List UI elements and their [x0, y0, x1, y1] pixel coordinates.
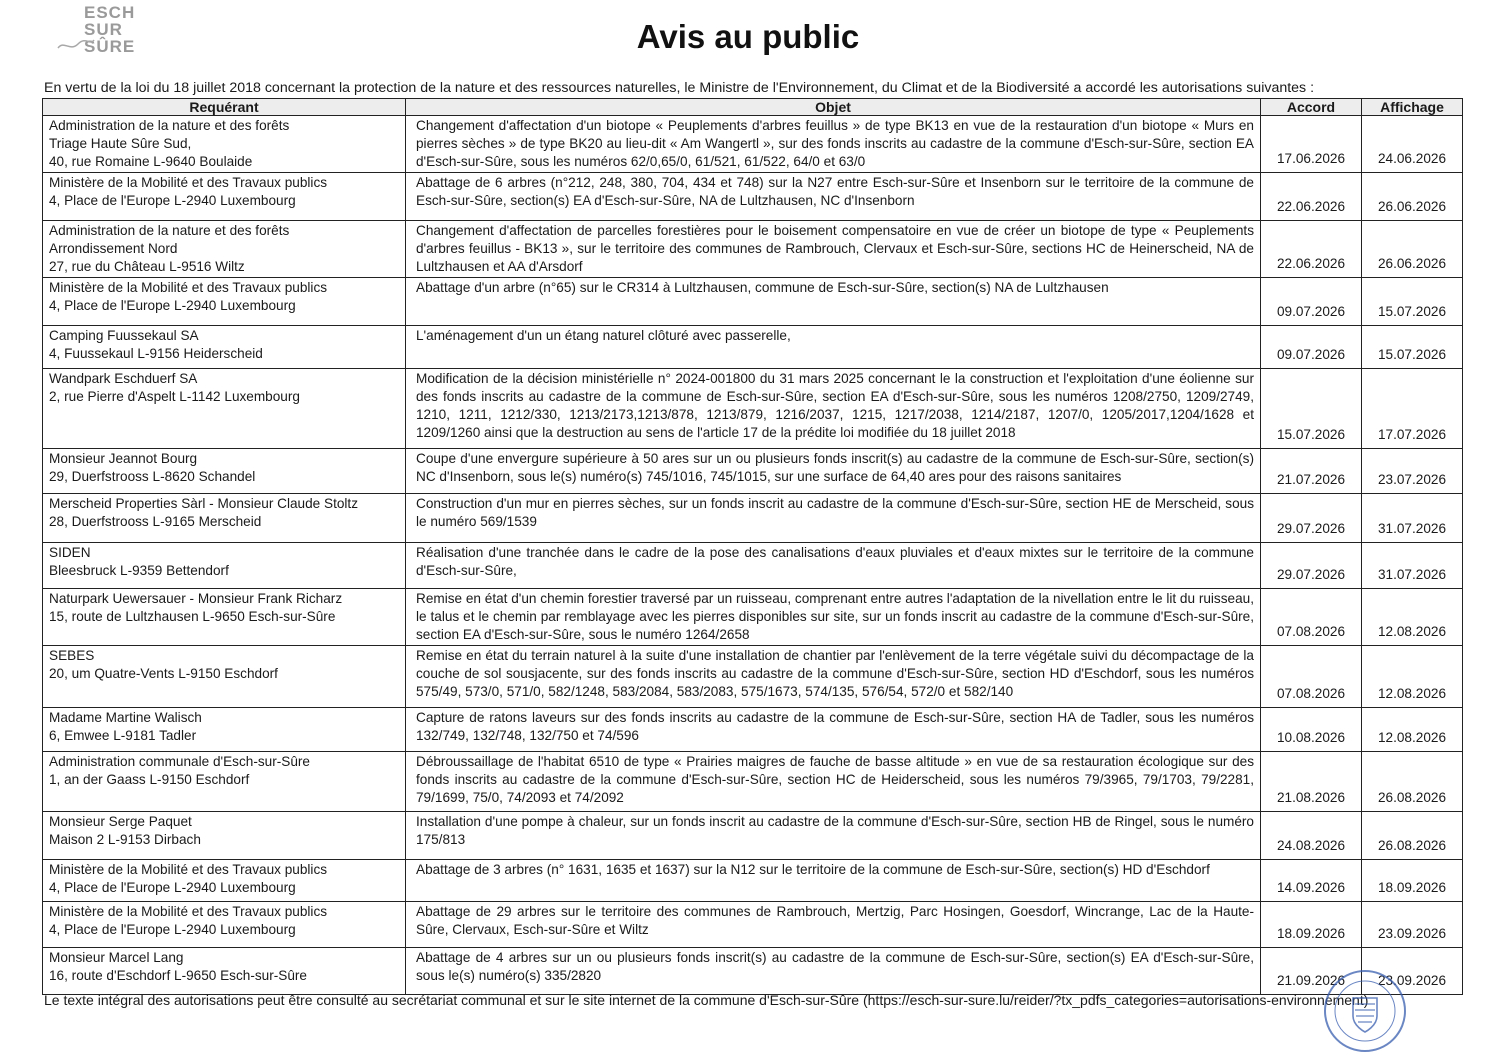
table-row [43, 646, 1463, 708]
authorizations-table [42, 98, 1463, 995]
accord-date-cell: 07.08.2026 [1261, 646, 1362, 708]
accord-date-cell: 21.08.2026 [1261, 752, 1362, 812]
objet-cell: Installation d'une pompe à chaleur, sur un fonds inscrit au cadastre de la commune d'Esch-sur-Sûre, section HB de Ringel, sous le numéro 175/813 [406, 812, 1261, 860]
accord-date-cell: 24.08.2026 [1261, 812, 1362, 860]
requerant-cell: Administration de la nature et des forêts Arrondissement Nord 27, rue du Château L-9516 Wiltz [43, 221, 406, 278]
logo-line-1: ESCH [84, 3, 136, 22]
table-row [43, 278, 1463, 326]
official-seal-stamp [1322, 968, 1408, 1054]
accord-date-cell: 10.08.2026 [1261, 708, 1362, 752]
objet-cell: Construction d'un mur en pierres sèches, sur un fonds inscrit au cadastre de la commune d'Esch-sur-Sûre, section HE de Merscheid, sous le numéro 569/1539 [406, 494, 1261, 543]
table-header-row [43, 99, 1463, 116]
table-row [43, 589, 1463, 646]
objet-cell: Abattage de 29 arbres sur le territoire des communes de Rambrouch, Mertzig, Parc Hosingen, Goesdorf, Wincrange, Lac de la Haute-Sûre, Clervaux, Esch-sur-Sûre et Wiltz [406, 902, 1261, 948]
affichage-date-cell: 17.07.2026 [1362, 369, 1463, 449]
objet-cell: Réalisation d'une tranchée dans le cadre de la pose des canalisations d'eaux pluviales et d'eaux mixtes sur le territoire de la commune d'Esch-sur-Sûre, [406, 543, 1261, 589]
table-row [43, 948, 1463, 995]
affichage-date-cell: 18.09.2026 [1362, 860, 1463, 902]
objet-cell: Capture de ratons laveurs sur des fonds inscrits au cadastre de la commune de Esch-sur-Sûre, section HA de Tadler, sous les numéros 132/749, 132/748, 132/750 et 74/596 [406, 708, 1261, 752]
table-body [43, 116, 1463, 995]
accord-date-cell: 07.08.2026 [1261, 589, 1362, 646]
requerant-cell: Ministère de la Mobilité et des Travaux publics 4, Place de l'Europe L-2940 Luxembourg [43, 902, 406, 948]
affichage-date-cell: 31.07.2026 [1362, 494, 1463, 543]
accord-date-cell: 29.07.2026 [1261, 494, 1362, 543]
accord-date-cell: 17.06.2026 [1261, 116, 1362, 173]
accord-date-cell: 14.09.2026 [1261, 860, 1362, 902]
table-row [43, 494, 1463, 543]
requerant-cell: SIDEN Bleesbruck L-9359 Bettendorf [43, 543, 406, 589]
affichage-date-cell: 15.07.2026 [1362, 326, 1463, 369]
footer-note: Le texte intégral des autorisations peut être consulté au secrétariat communal et sur le site internet de la commune d'Esch-sur-Sûre (https://esch-sur-sure.lu/reider/?tx_pdfs_categories=autorisations-environnement) [44, 992, 1369, 1008]
objet-cell: Abattage de 6 arbres (n°212, 248, 380, 704, 434 et 748) sur la N27 entre Esch-sur-Sûre et Insenborn sur le territoire de la commune de Esch-sur-Sûre, section(s) EA d'Esch-sur-Sûre, NA de Lultzhausen, NC d'Insenborn [406, 173, 1261, 221]
table-row [43, 812, 1463, 860]
affichage-date-cell: 23.07.2026 [1362, 449, 1463, 494]
requerant-cell: Naturpark Uewersauer - Monsieur Frank Richarz 15, route de Lultzhausen L-9650 Esch-sur-Sûre [43, 589, 406, 646]
objet-cell: Changement d'affectation de parcelles forestières pour le boisement compensatoire en vue de créer un biotope de type « Peuplements d'arbres feuillus - BK13 », sur le territoire des communes de Rambrouch, Clervaux et Esch-sur-Sûre, sections HC de Heinerscheid, NA de Lultzhausen et AA d'Arsdorf [406, 221, 1261, 278]
objet-cell: Remise en état d'un chemin forestier traversé par un ruisseau, comprenant entre autres l'adaptation de la nivellation entre le lit du ruisseau, le talus et le chemin par remblayage avec les pierres disponibles sur site, sur un fonds inscrit au cadastre de la commune d'Esch-sur-Sûre, section EA d'Esch-sur-Sûre, sous le numéro 1264/2658 [406, 589, 1261, 646]
affichage-date-cell: 12.08.2026 [1362, 589, 1463, 646]
objet-cell: Changement d'affectation d'un biotope « Peuplements d'arbres feuillus » de type BK13 en vue de la restauration d'un biotope « Murs en pierres sèches » de type BK20 au lieu-dit « Am Wangertl », sur des fonds inscrits au cadastre de la commune d'Esch-sur-Sûre, section EA d'Esch-sur-Sûre, sous les numéros 62/0,65/0, 61/521, 61/522, 64/0 et 63/0 [406, 116, 1261, 173]
affichage-date-cell: 26.06.2026 [1362, 221, 1463, 278]
requerant-cell: Camping Fuussekaul SA 4, Fuussekaul L-9156 Heiderscheid [43, 326, 406, 369]
objet-cell: Débroussaillage de l'habitat 6510 de type « Prairies maigres de fauche de basse altitude » en vue de sa restauration écologique sur des fonds inscrits au cadastre de la commune d'Esch-sur-Sûre, section HC de Heiderscheid, sous les numéros 79/3965, 79/1703, 79/2281, 79/1699, 75/0, 74/2093 et 74/2092 [406, 752, 1261, 812]
accord-date-cell: 21.07.2026 [1261, 449, 1362, 494]
affichage-date-cell: 12.08.2026 [1362, 646, 1463, 708]
requerant-cell: Ministère de la Mobilité et des Travaux publics 4, Place de l'Europe L-2940 Luxembourg [43, 278, 406, 326]
objet-cell: Abattage de 3 arbres (n° 1631, 1635 et 1637) sur la N12 sur le territoire de la commune de Esch-sur-Sûre, section(s) HD d'Eschdorf [406, 860, 1261, 902]
requerant-cell: Ministère de la Mobilité et des Travaux publics 4, Place de l'Europe L-2940 Luxembourg [43, 173, 406, 221]
accord-date-cell: 09.07.2026 [1261, 278, 1362, 326]
table-row [43, 752, 1463, 812]
requerant-cell: Monsieur Marcel Lang 16, route d'Eschdorf L-9650 Esch-sur-Sûre [43, 948, 406, 995]
requerant-cell: Ministère de la Mobilité et des Travaux publics 4, Place de l'Europe L-2940 Luxembourg [43, 860, 406, 902]
accord-date-cell: 22.06.2026 [1261, 173, 1362, 221]
objet-cell: L'aménagement d'un un étang naturel clôturé avec passerelle, [406, 326, 1261, 369]
table-row [43, 708, 1463, 752]
table-row [43, 116, 1463, 173]
objet-cell: Remise en état du terrain naturel à la suite d'une installation de chantier par l'enlèvement de la terre végétale suivi du décompactage de la couche de sol sousjacente, sur des fonds inscrits au cadastre de la commune d'Esch-sur-Sûre, section HD d'Eschdorf, sous les numéros 575/49, 573/0, 571/0, 582/1248, 583/2084, 583/2083, 575/1673, 574/135, 576/54, 572/0 et 582/140 [406, 646, 1261, 708]
table-row [43, 369, 1463, 449]
header-accord: Accord [1261, 99, 1362, 116]
logo-line-3: SÛRE [84, 37, 136, 56]
header-affichage: Affichage [1362, 99, 1463, 116]
affichage-date-cell: 26.06.2026 [1362, 173, 1463, 221]
requerant-cell: Madame Martine Walisch 6, Emwee L-9181 Tadler [43, 708, 406, 752]
requerant-cell: Wandpark Eschduerf SA 2, rue Pierre d'Aspelt L-1142 Luxembourg [43, 369, 406, 449]
header-objet: Objet [406, 99, 1261, 116]
objet-cell: Abattage de 4 arbres sur un ou plusieurs fonds inscrit(s) au cadastre de la commune de Esch-sur-Sûre, section(s) EA d'Esch-sur-Sûre, sous le(s) numéro(s) 335/2820 [406, 948, 1261, 995]
table-row [43, 543, 1463, 589]
objet-cell: Modification de la décision ministérielle n° 2024-001800 du 31 mars 2025 concernant le la construction et l'exploitation d'une éolienne sur des fonds inscrits au cadastre de la commune de Esch-sur-Sûre, section EA d'Esch-sur-Sûre, sous les numéros 1208/2750, 1209/2749, 1210, 1211, 1212/330, 1213/2173,1213/878, 1213/879, 1216/2037, 1215, 1217/2038, 1214/2187, 1207/0, 1205/2017,1204/1628 et 1209/1260 ainsi que la destruction au sens de l'article 17 de la prédite loi modifiée du 18 juillet 2018 [406, 369, 1261, 449]
requerant-cell: Merscheid Properties Sàrl - Monsieur Claude Stoltz 28, Duerfstrooss L-9165 Merscheid [43, 494, 406, 543]
objet-cell: Coupe d'une envergure supérieure à 50 ares sur un ou plusieurs fonds inscrit(s) au cadastre de la commune de Esch-sur-Sûre, section(s) NC d'Insenborn, sous le(s) numéro(s) 745/1016, 745/1015, sur une surface de 64,40 ares pour des raisons sanitaires [406, 449, 1261, 494]
affichage-date-cell: 31.07.2026 [1362, 543, 1463, 589]
accord-date-cell: 18.09.2026 [1261, 902, 1362, 948]
header-requerant: Requérant [43, 99, 406, 116]
page-title: Avis au public [636, 18, 860, 55]
table-row [43, 326, 1463, 369]
requerant-cell: Administration de la nature et des forêts Triage Haute Sûre Sud, 40, rue Romaine L-9640 Boulaide [43, 116, 406, 173]
table-row [43, 173, 1463, 221]
table-row [43, 860, 1463, 902]
objet-cell: Abattage d'un arbre (n°65) sur le CR314 à Lultzhausen, commune de Esch-sur-Sûre, section(s) NA de Lultzhausen [406, 278, 1261, 326]
requerant-cell: Administration communale d'Esch-sur-Sûre 1, an der Gaass L-9150 Eschdorf [43, 752, 406, 812]
affichage-date-cell: 23.09.2026 [1362, 948, 1463, 995]
accord-date-cell: 15.07.2026 [1261, 369, 1362, 449]
requerant-cell: Monsieur Serge Paquet Maison 2 L-9153 Dirbach [43, 812, 406, 860]
logo-line-2: SUR [84, 20, 123, 39]
affichage-date-cell: 24.06.2026 [1362, 116, 1463, 173]
affichage-date-cell: 23.09.2026 [1362, 902, 1463, 948]
affichage-date-cell: 12.08.2026 [1362, 708, 1463, 752]
requerant-cell: Monsieur Jeannot Bourg 29, Duerfstrooss L-8620 Schandel [43, 449, 406, 494]
table-row [43, 221, 1463, 278]
accord-date-cell: 29.07.2026 [1261, 543, 1362, 589]
table-row [43, 902, 1463, 948]
accord-date-cell: 09.07.2026 [1261, 326, 1362, 369]
requerant-cell: SEBES 20, um Quatre-Vents L-9150 Eschdorf [43, 646, 406, 708]
intro-text: En vertu de la loi du 18 juillet 2018 concernant la protection de la nature et des ressources naturelles, le Ministre de l'Environnement, du Climat et de la Biodiversité a accordé les autorisations suivantes : [44, 80, 1315, 96]
table-row [43, 449, 1463, 494]
accord-date-cell: 22.06.2026 [1261, 221, 1362, 278]
affichage-date-cell: 15.07.2026 [1362, 278, 1463, 326]
affichage-date-cell: 26.08.2026 [1362, 752, 1463, 812]
accord-date-cell: 21.09.2026 [1261, 948, 1362, 995]
affichage-date-cell: 26.08.2026 [1362, 812, 1463, 860]
